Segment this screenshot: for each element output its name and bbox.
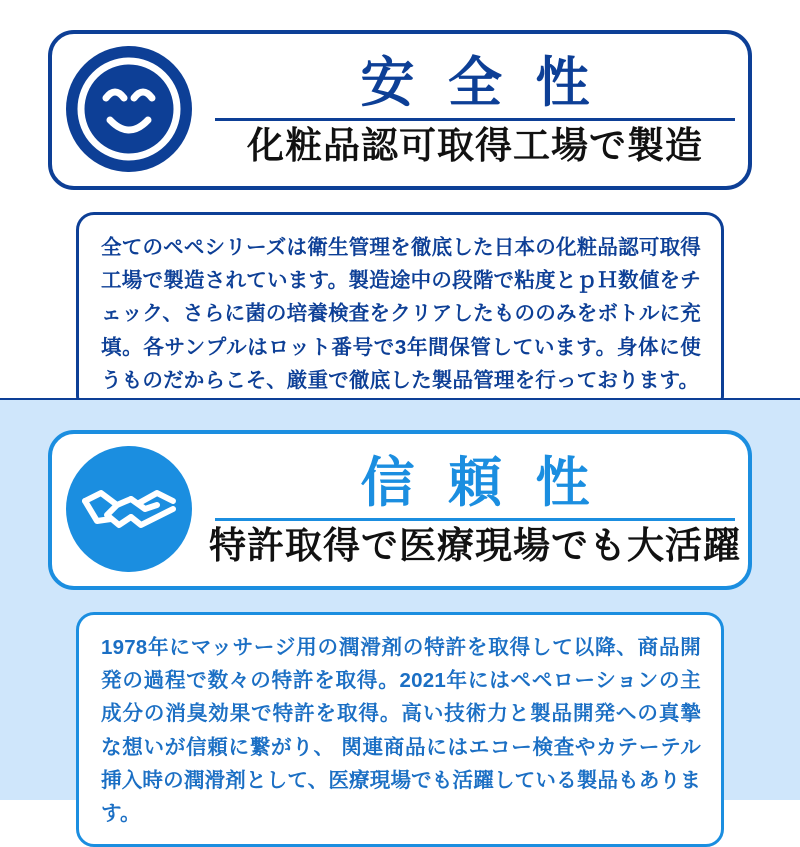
safety-body-box <box>76 212 724 414</box>
safety-header-band <box>48 30 752 190</box>
section-safety <box>0 0 800 400</box>
safety-body-text: 全てのペペシリーズは衛生管理を徹底した日本の化粧品認可取得工場で製造されています。製造途中の段階で粘度とｐＨ数値をチェック、さらに菌の培養検査をクリアしたもののみをボトルに充填。各サンプルはロット番号で3年間保管しています。身体に使うものだからこそ、厳重で徹底した製品管理を行っております。 <box>101 236 701 392</box>
section-trust <box>0 400 800 826</box>
smiling-face-icon <box>66 46 192 172</box>
safety-subtitle: 化粧品認可取得工場で製造 <box>247 125 703 167</box>
trust-title-rule <box>215 518 735 521</box>
trust-header-text <box>209 442 741 580</box>
safety-header-text <box>212 42 738 180</box>
trust-title: 信 頼 性 <box>360 452 600 513</box>
trust-subtitle: 特許取得で医療現場でも大活躍 <box>209 525 741 567</box>
handshake-icon <box>66 446 192 572</box>
safety-title: 安 全 性 <box>360 52 600 113</box>
trust-body-text: 1978年にマッサージ用の潤滑剤の特許を取得して以降、商品開発の過程で数々の特許を取得。2021年にはペペローションの主成分の消臭効果で特許を取得。高い技術力と製品開発への真摯な想いが信頼に繋がり、 関連商品にはエコー検査やカテーテル挿入時の潤滑剤として、医療現場でも活躍している製品もあります。 <box>101 636 701 826</box>
safety-title-rule <box>215 118 735 121</box>
trust-header-band <box>48 430 752 590</box>
trust-body-box <box>76 612 724 847</box>
